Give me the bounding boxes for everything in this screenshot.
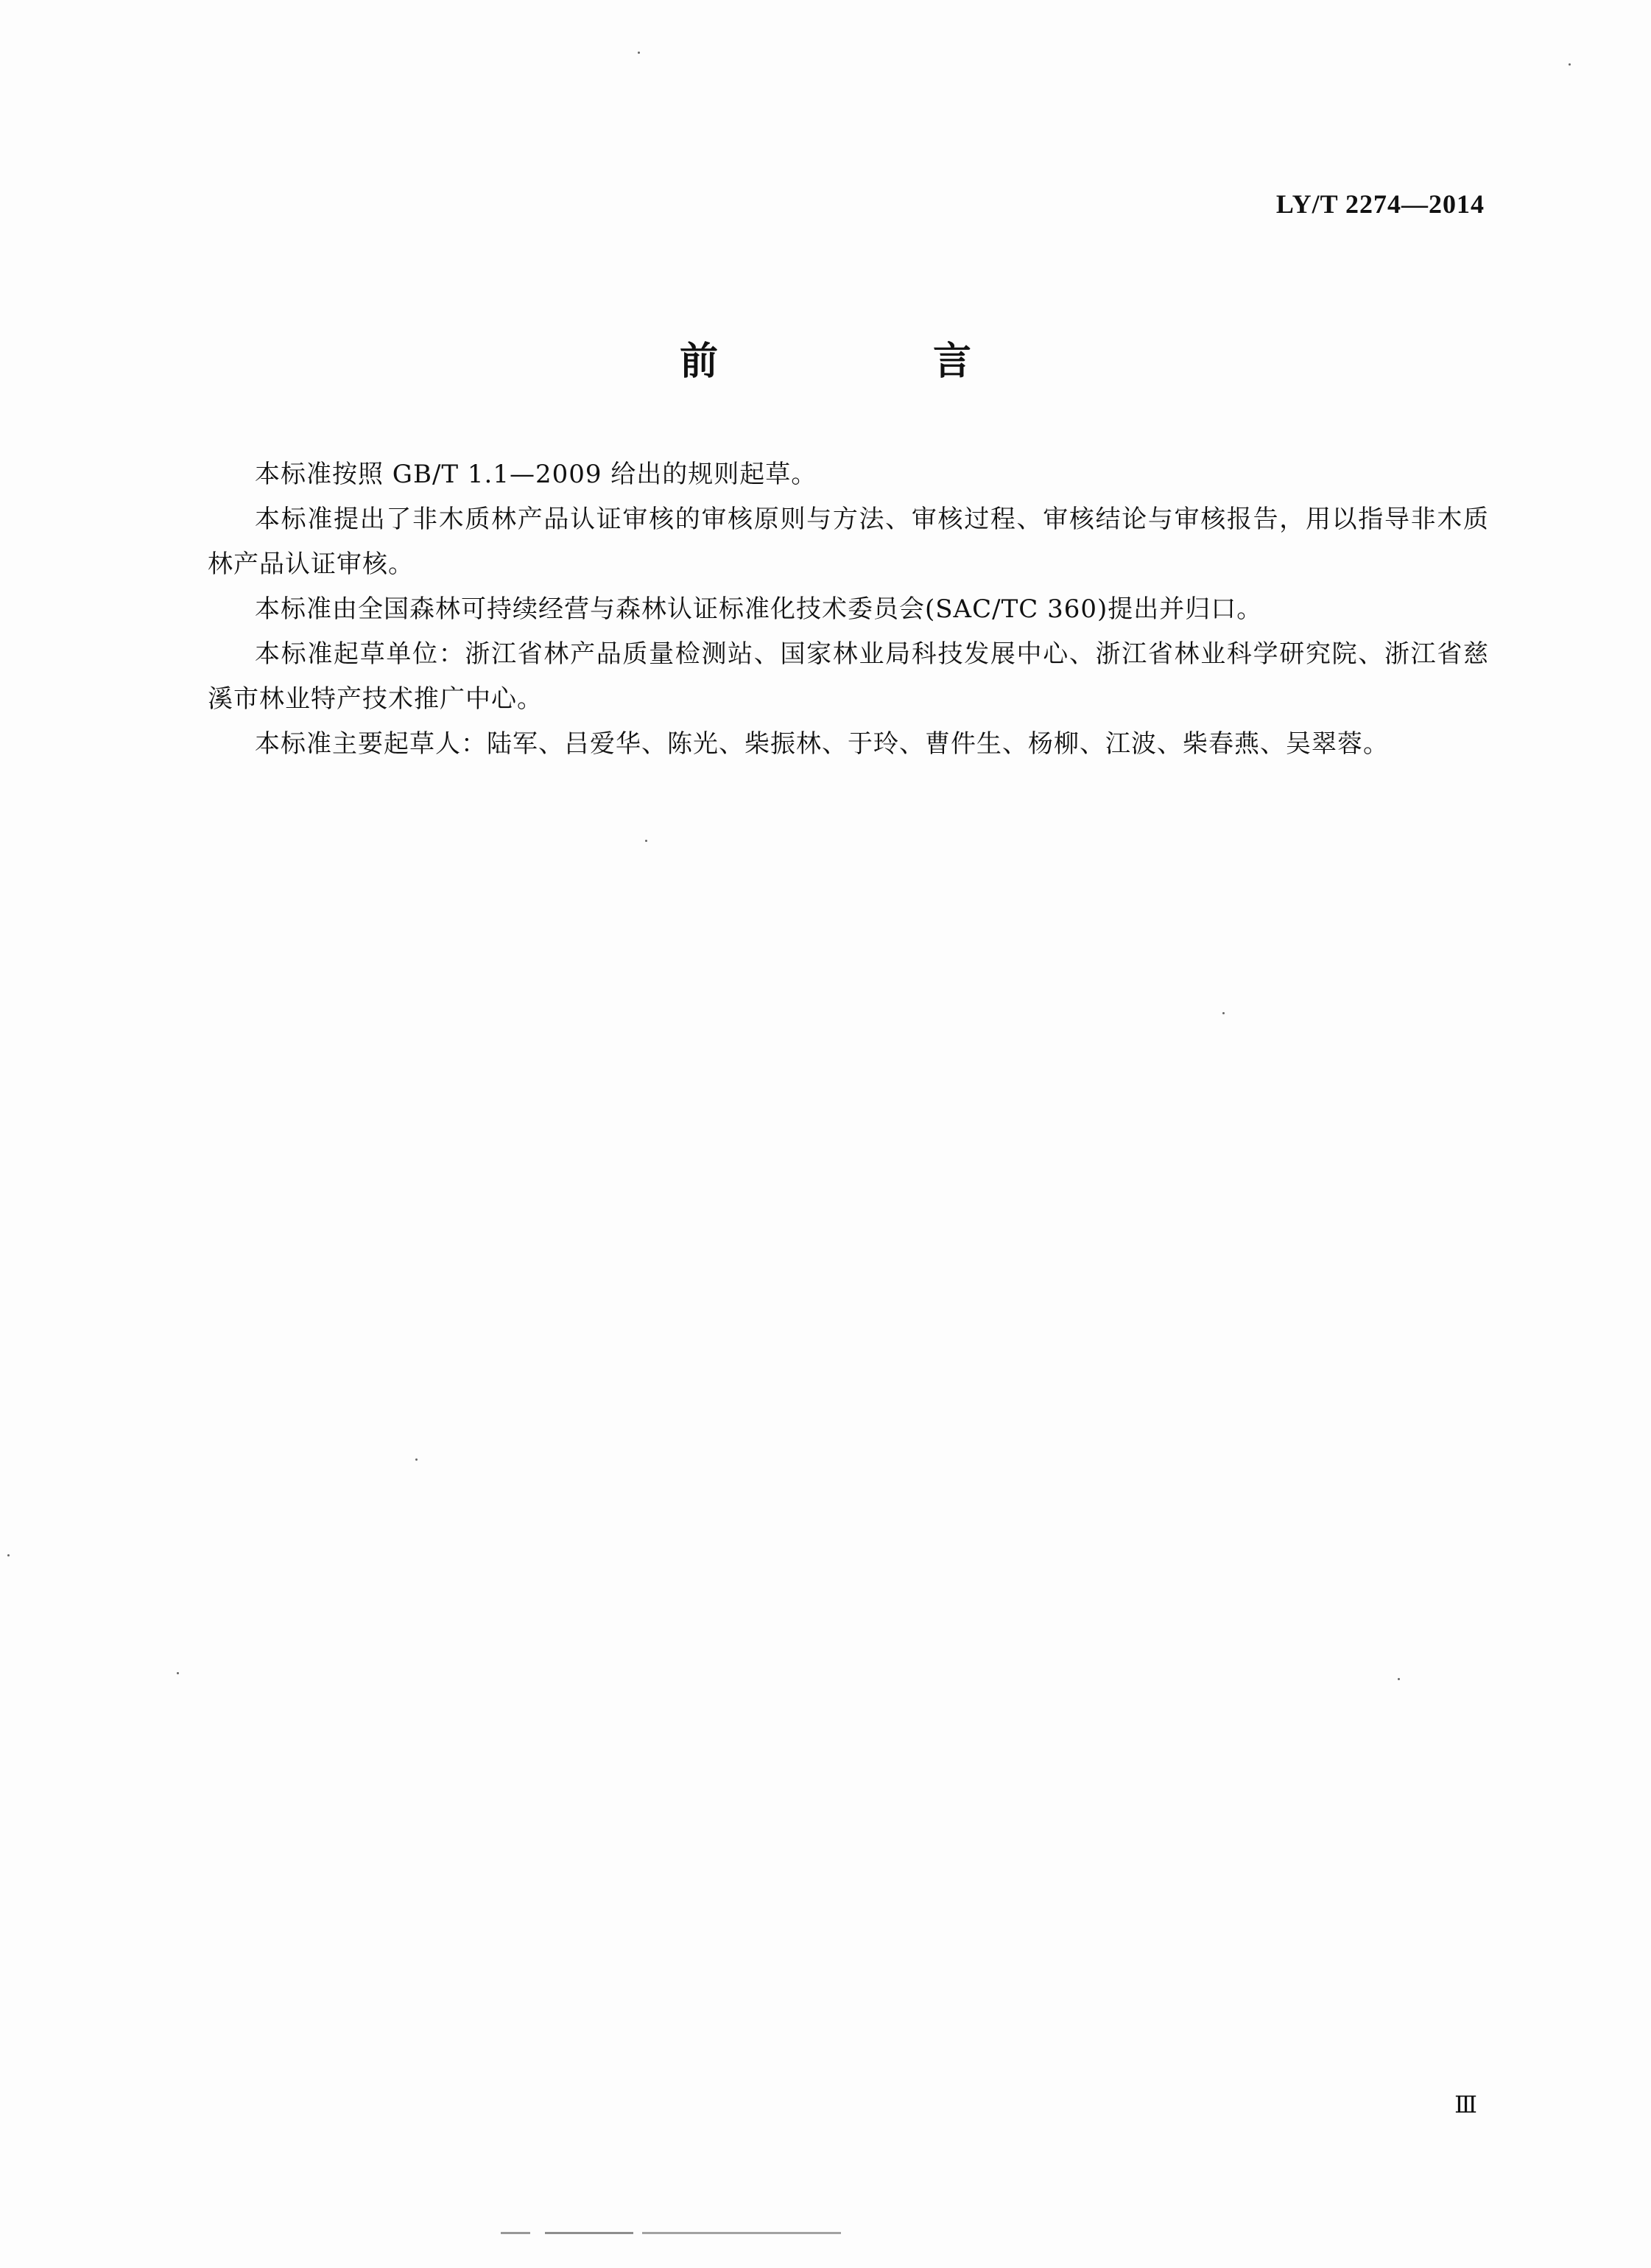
scan-speck (1222, 1012, 1225, 1014)
scan-speck (645, 840, 647, 842)
scan-speck (638, 52, 640, 54)
paragraph-drafting-units: 本标准起草单位：浙江省林产品质量检测站、国家林业局科技发展中心、浙江省林业科学研究院、浙江省慈溪市林业特产技术推广中心。 (208, 639, 1489, 714)
standard-code: LY/T 2274—2014 (1275, 189, 1485, 219)
paragraph-committee: 本标准由全国森林可持续经营与森林认证标准化技术委员会(SAC/TC 360)提出并归口。 (255, 594, 1263, 624)
paragraph-scope: 本标准提出了非木质林产品认证审核的审核原则与方法、审核过程、审核结论与审核报告，用以指导非木质林产品认证审核。 (208, 505, 1489, 579)
page-number: Ⅲ (1454, 2091, 1477, 2118)
paragraph-drafters: 本标准主要起草人：陆军、吕爱华、陈光、柴振林、于玲、曹件生、杨柳、江波、柴春燕、吴翠蓉。 (255, 729, 1389, 759)
paragraph-drafting-rules: 本标准按照 GB/T 1.1—2009 给出的规则起草。 (255, 460, 817, 489)
page-title: 前 言 (679, 340, 1060, 384)
scan-speck (7, 1554, 10, 1556)
scan-artifact-line (545, 2232, 633, 2234)
scan-speck (177, 1672, 179, 1674)
scan-speck (1398, 1678, 1400, 1680)
scan-artifact-line (501, 2232, 530, 2234)
scan-speck (415, 1458, 418, 1461)
scan-artifact-line (642, 2232, 841, 2234)
foreword-body (208, 452, 1489, 767)
scan-speck (1569, 63, 1571, 66)
